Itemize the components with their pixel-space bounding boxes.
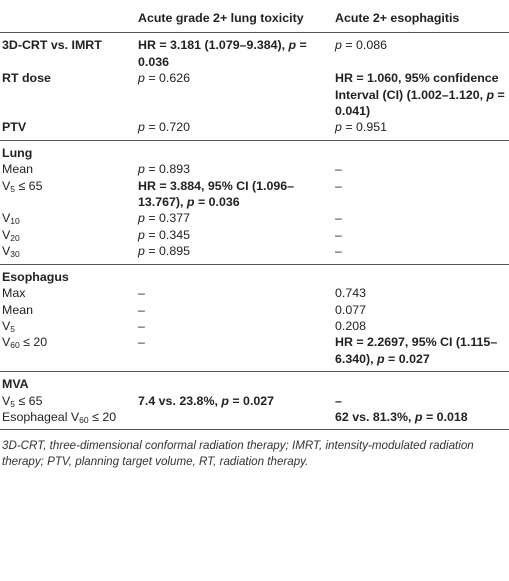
table-row: [0, 302, 509, 318]
table-row: [0, 119, 509, 140]
cell-lung-value: p = 0.893: [138, 162, 191, 177]
table-row: [0, 210, 509, 226]
header-blank-cell: [0, 9, 136, 33]
row-label: PTV: [2, 120, 27, 135]
row-label: 3D-CRT vs. IMRT: [2, 38, 102, 53]
cell-eso-value: 0.077: [335, 302, 367, 317]
cell-lung-value: –: [138, 335, 145, 350]
cell-eso-value: 62 vs. 81.3%, p = 0.018: [335, 409, 468, 424]
cell-lung-value: p = 0.895: [138, 244, 191, 259]
cell-eso-value: 0.743: [335, 286, 367, 301]
table-header-row: [0, 9, 509, 33]
cell-eso-value: –: [335, 244, 342, 259]
table-row: [0, 178, 509, 211]
cell-lung-value: 7.4 vs. 23.8%, p = 0.027: [138, 393, 275, 408]
table-row: [0, 70, 509, 119]
cell-lung-value: HR = 3.181 (1.079–9.384), p = 0.036: [138, 38, 307, 69]
cell-lung-value: –: [138, 286, 145, 301]
cell-lung-value: –: [138, 318, 145, 333]
toxicity-results-table: [0, 9, 509, 430]
header-esophagitis: Acute 2+ esophagitis: [335, 11, 460, 25]
cell-eso-value: HR = 1.060, 95% confidence Interval (CI) (1.002–1.120, p = 0.041): [335, 71, 505, 119]
cell-lung-value: p = 0.626: [138, 71, 191, 86]
table-row: [0, 227, 509, 243]
section-heading-row: [0, 372, 509, 393]
row-label: $V_5 \le 65$: [2, 393, 43, 409]
table-row: [0, 161, 509, 177]
cell-lung-value: –: [138, 302, 145, 317]
row-label: $V_{10}$: [2, 211, 20, 227]
cell-eso-value: –: [335, 178, 342, 193]
table-row: [0, 285, 509, 301]
row-label: $V_5 \le 65$: [2, 178, 43, 194]
header-lung-toxicity: Acute grade 2+ lung toxicity: [138, 11, 304, 25]
row-label: $V_{20}$: [2, 227, 20, 243]
table-row: [0, 33, 509, 70]
section-heading-row: [0, 140, 509, 161]
row-label: RT dose: [2, 71, 51, 86]
section-heading-row: [0, 264, 509, 285]
section-heading-mva: MVA: [2, 377, 29, 392]
table-row: [0, 334, 509, 371]
row-label: $V_{30}$: [2, 244, 20, 260]
cell-eso-value: –: [335, 393, 342, 408]
cell-lung-value: p = 0.345: [138, 227, 191, 242]
cell-eso-value: –: [335, 227, 342, 242]
row-label: Max: [2, 286, 26, 301]
cell-eso-value: p = 0.951: [335, 120, 388, 135]
table-row: [0, 393, 509, 409]
table-row: [0, 243, 509, 264]
row-label: Esophageal $V_{60} \le 20$: [2, 409, 117, 425]
table-row: [0, 318, 509, 334]
row-label: Mean: [2, 162, 33, 177]
row-label: $V_5$: [2, 318, 15, 334]
cell-eso-value: 0.208: [335, 318, 367, 333]
cell-lung-value: HR = 3.884, 95% CI (1.096–13.767), p = 0.036: [138, 178, 295, 210]
table-row: [0, 409, 509, 430]
section-heading-lung: Lung: [2, 145, 33, 160]
cell-eso-value: –: [335, 211, 342, 226]
table-footnote: 3D-CRT, three-dimensional conformal radiation therapy; IMRT, intensity-modulated radiation therapy; PTV, planning target volume, RT, radiation therapy.: [2, 439, 474, 469]
row-label: Mean: [2, 302, 33, 317]
cell-eso-value: –: [335, 162, 342, 177]
cell-eso-value: HR = 2.2697, 95% CI (1.115–6.340), p = 0.027: [335, 335, 498, 366]
row-label: $V_{60} \le 20$: [2, 335, 48, 351]
cell-lung-value: [136, 409, 333, 430]
cell-eso-value: p = 0.086: [335, 38, 388, 53]
section-heading-esophagus: Esophagus: [2, 269, 69, 284]
cell-lung-value: p = 0.377: [138, 211, 191, 226]
cell-lung-value: p = 0.720: [138, 120, 191, 135]
